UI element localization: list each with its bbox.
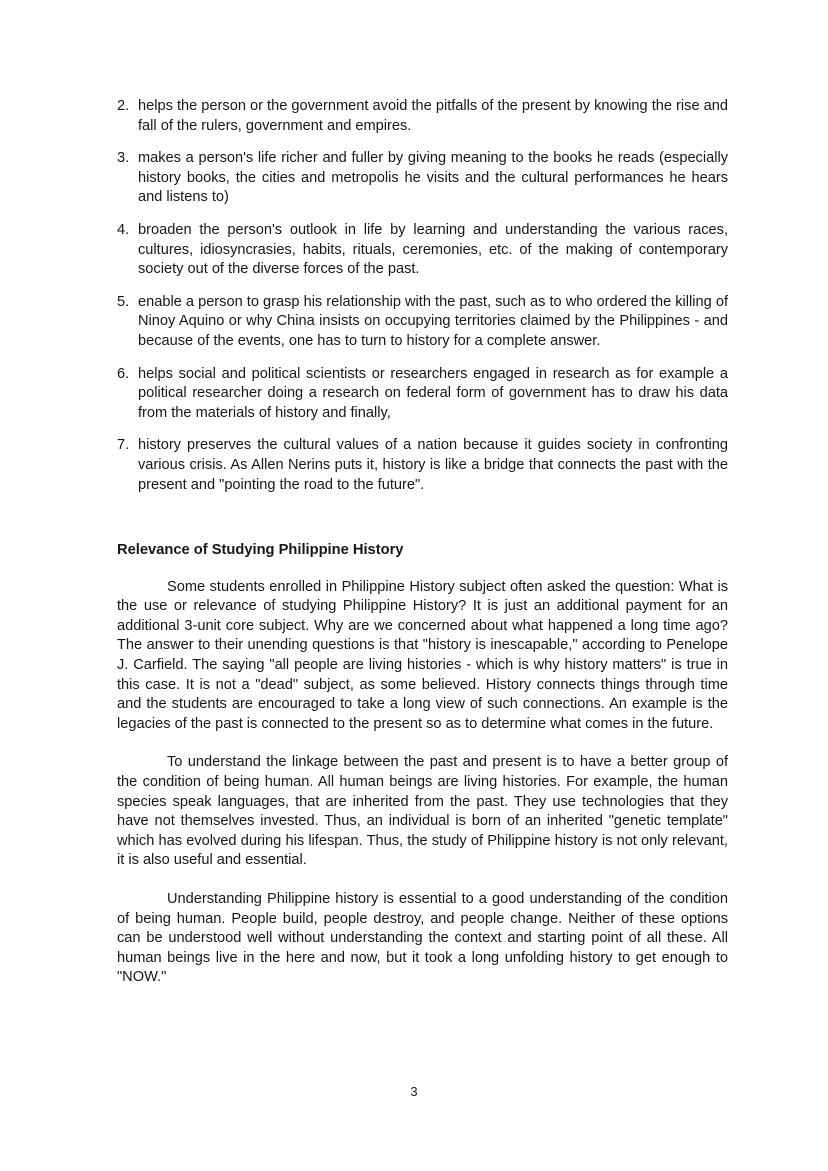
section-paragraph: Understanding Philippine history is essential to a good understanding of the condition of being human. People build, people destroy, and people change. Neither of these options can be understood well without understanding the context and starting point of all these. All human beings live in the here and now, but it took a long unfolding history to get enough to "NOW." (117, 891, 728, 986)
list-item-marker: 7. (117, 437, 130, 454)
page-number: 3 (410, 1084, 418, 1099)
section-paragraph: To understand the linkage between the past and present is to have a better group of the condition of being human. All human beings are living histories. For example, the human species speak languages, that are inherited from the past. They use technologies that they have not themselves invested. Thus, an individual is born of an inherited "genetic template" which has evolved during his lifespan. Thus, the study of Philippine history is not only relevant, it is also useful and essential. (117, 754, 728, 869)
list-item (117, 97, 728, 136)
list-item-text: helps social and political scientists or researchers engaged in research as for example a political researcher doing a research on federal form of government has to draw his data from the materials of history and finally, (138, 365, 728, 421)
benefits-of-history-list (117, 97, 728, 495)
list-item-text: history preserves the cultural values of a nation because it guides society in confronting various crisis. As Allen Nerins puts it, history is like a bridge that connects the past with the present and "pointing the road to the future". (138, 437, 728, 493)
list-item-text: makes a person's life richer and fuller by giving meaning to the books he reads (especially history books, the cities and metropolis he visits and the cultural performances he hears and listens to) (138, 150, 728, 206)
list-item (117, 293, 728, 352)
section-paragraph: Some students enrolled in Philippine History subject often asked the question: What is the use or relevance of studying Philippine History? It is just an additional payment for an additional 3-unit core subject. Why are we concerned about what happened a long time ago? The answer to their unending questions is that "history is inescapable," according to Penelope J. Carfield. The saying "all people are living histories - which is why history matters" is true in this case. It is not a "dead" subject, as some believed. History connects things through time and the students are encouraged to take a long view of such connections. An example is the legacies of the past is connected to the present so as to determine what comes in the future. (117, 578, 728, 732)
list-item (117, 365, 728, 424)
list-item-marker: 5. (117, 293, 130, 310)
list-item-marker: 4. (117, 221, 130, 238)
list-item-marker: 6. (117, 365, 130, 382)
section-heading-block (117, 541, 728, 561)
list-item-marker: 3. (117, 150, 130, 167)
list-item-text: enable a person to grasp his relationship with the past, such as to who ordered the killing of Ninoy Aquino or why China insists on occupying territories claimed by the Philippines - and because of the events, one has to turn to history for a complete answer. (138, 293, 728, 349)
section-heading: Relevance of Studying Philippine History (117, 542, 404, 559)
list-item (117, 221, 728, 280)
list-item (117, 149, 728, 208)
list-item-marker: 2. (117, 98, 130, 114)
list-item (117, 436, 728, 495)
list-item-text: helps the person or the government avoid the pitfalls of the present by knowing the rise and fall of the rulers, government and empires. (138, 98, 728, 134)
list-item-text: broaden the person's outlook in life by learning and understanding the various races, cultures, idiosyncrasies, habits, rituals, ceremonies, etc. of the making of contemporary society out of the diverse forces of the past. (138, 221, 728, 278)
page-content (117, 97, 728, 988)
